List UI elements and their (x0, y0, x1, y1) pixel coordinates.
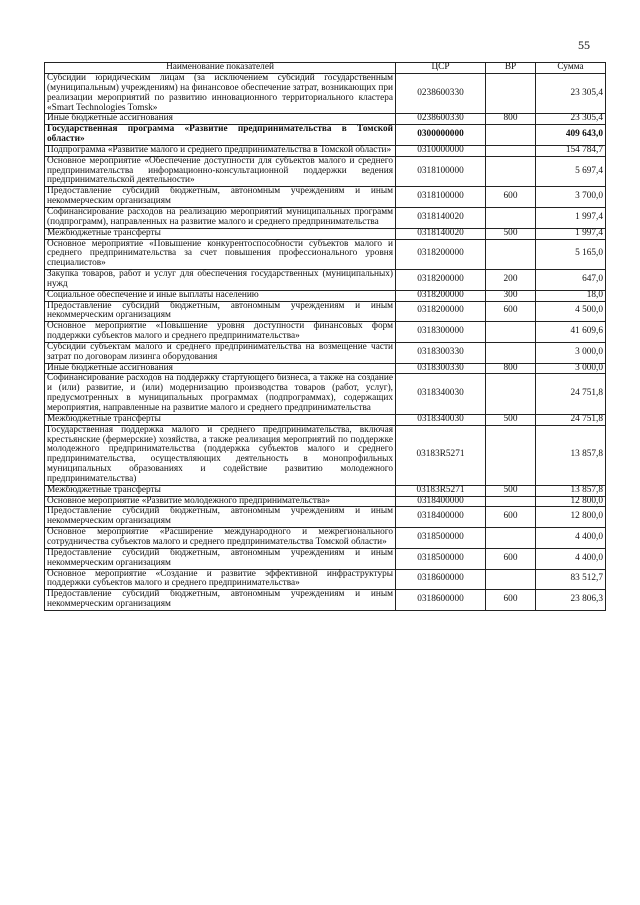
cell-sum: 12 800,0 (536, 496, 606, 507)
cell-vr: 500 (486, 228, 536, 239)
cell-name: Закупка товаров, работ и услуг для обеспечения государственных (муниципальных) нужд (45, 270, 396, 291)
cell-vr (486, 207, 536, 228)
cell-vr: 600 (486, 301, 536, 322)
header-csr: ЦСР (396, 63, 486, 74)
cell-name: Предоставление субсидий бюджетным, автономным учреждениям и иным некоммерческим организациям (45, 301, 396, 322)
cell-vr: 600 (486, 507, 536, 528)
table-body (45, 74, 606, 611)
cell-name: Основное мероприятие «Расширение международного и межрегионального сотрудничества субъектов малого и среднего предпринимательства Томской области» (45, 528, 396, 549)
table-row (45, 322, 606, 343)
cell-name: Иные бюджетные ассигнования (45, 114, 396, 125)
cell-sum: 4 400,0 (536, 548, 606, 569)
cell-csr: 0318300000 (396, 322, 486, 343)
cell-vr (486, 425, 536, 485)
header-vr: ВР (486, 63, 536, 74)
table-row (45, 342, 606, 363)
cell-name: Основное мероприятие «Повышение конкурентоспособности субъектов малого и среднего предпринимательства за счет повышения профессионального уровня специалистов» (45, 239, 396, 270)
cell-sum: 1 997,4 (536, 228, 606, 239)
cell-csr: 0238600330 (396, 74, 486, 114)
header-sum: Сумма (536, 63, 606, 74)
cell-sum: 24 751,8 (536, 414, 606, 425)
cell-sum: 1 997,4 (536, 207, 606, 228)
cell-csr: 0318140020 (396, 228, 486, 239)
cell-sum: 13 857,8 (536, 425, 606, 485)
cell-name: Социальное обеспечение и иные выплаты населению (45, 290, 396, 301)
cell-sum: 83 512,7 (536, 569, 606, 590)
page-number: 55 (578, 38, 590, 52)
cell-sum: 23 806,3 (536, 590, 606, 611)
table-row (45, 374, 606, 414)
cell-vr (486, 528, 536, 549)
table-row (45, 207, 606, 228)
cell-sum: 3 000,0 (536, 342, 606, 363)
table-row (45, 485, 606, 496)
table-row (45, 414, 606, 425)
cell-vr (486, 156, 536, 187)
table-row (45, 590, 606, 611)
cell-sum: 3 700,0 (536, 187, 606, 208)
table-row (45, 301, 606, 322)
table-header-row (45, 63, 606, 74)
cell-name: Предоставление субсидий бюджетным, автономным учреждениям и иным некоммерческим организациям (45, 187, 396, 208)
cell-name: Предоставление субсидий бюджетным, автономным учреждениям и иным некоммерческим организациям (45, 548, 396, 569)
cell-name: Основное мероприятие «Повышение уровня доступности финансовых форм поддержки субъектов малого и среднего предпринимательства» (45, 322, 396, 343)
cell-csr: 0238600330 (396, 114, 486, 125)
cell-name: Государственная программа «Развитие предпринимательства в Томской области» (45, 125, 396, 146)
cell-sum: 12 800,0 (536, 507, 606, 528)
cell-vr (486, 496, 536, 507)
cell-name: Предоставление субсидий бюджетным, автономным учреждениям и иным некоммерческим организациям (45, 507, 396, 528)
cell-csr: 0318600000 (396, 569, 486, 590)
cell-csr: 03183R5271 (396, 425, 486, 485)
cell-vr (486, 374, 536, 414)
cell-sum: 4 400,0 (536, 528, 606, 549)
cell-vr: 600 (486, 187, 536, 208)
cell-sum: 5 165,0 (536, 239, 606, 270)
cell-vr: 200 (486, 270, 536, 291)
table-row (45, 270, 606, 291)
cell-vr: 600 (486, 590, 536, 611)
cell-sum: 13 857,8 (536, 485, 606, 496)
cell-name: Субсидии субъектам малого и среднего предпринимательства на возмещение части затрат по договорам лизинга оборудования (45, 342, 396, 363)
table-row (45, 187, 606, 208)
cell-vr (486, 239, 536, 270)
table-row (45, 239, 606, 270)
table-row (45, 290, 606, 301)
cell-sum: 409 643,0 (536, 125, 606, 146)
table-row (45, 74, 606, 114)
cell-sum: 154 784,7 (536, 145, 606, 156)
cell-vr (486, 322, 536, 343)
cell-vr (486, 125, 536, 146)
cell-csr: 0318500000 (396, 528, 486, 549)
table-row (45, 569, 606, 590)
cell-vr (486, 145, 536, 156)
cell-name: Субсидии юридическим лицам (за исключением субсидий государственным (муниципальным) учреждениям) на финансовое обеспечение затрат, возникающих при реализации мероприятий по развитию инновационного территориального кластера «Smart Technologies Tomsk» (45, 74, 396, 114)
cell-csr: 0318100000 (396, 187, 486, 208)
cell-vr: 500 (486, 414, 536, 425)
table-row (45, 228, 606, 239)
cell-name: Государственная поддержка малого и среднего предпринимательства, включая крестьянские (фермерские) хозяйства, а также реализация мероприятий по поддержке молодежного предпринимательства (поддержка субъектов малого и среднего предпринимательства, осуществляющих деятельность в монопрофильных муниципальных образованиях и содействие развитию молодежного предпринимательства) (45, 425, 396, 485)
cell-name: Основное мероприятие «Создание и развитие эффективной инфраструктуры поддержки субъектов малого и среднего предпринимательства» (45, 569, 396, 590)
cell-csr: 0300000000 (396, 125, 486, 146)
cell-sum: 23 305,4 (536, 114, 606, 125)
cell-csr: 0318600000 (396, 590, 486, 611)
header-name: Наименование показателей (45, 63, 396, 74)
cell-sum: 18,0 (536, 290, 606, 301)
cell-csr: 0318140020 (396, 207, 486, 228)
cell-name: Подпрограмма «Развитие малого и среднего предпринимательства в Томской области» (45, 145, 396, 156)
cell-csr: 0318340030 (396, 374, 486, 414)
cell-csr: 0310000000 (396, 145, 486, 156)
cell-name: Основное мероприятие «Обеспечение доступности для субъектов малого и среднего предпринимательства информационно-консультационной поддержки ведения предпринимательской деятельности» (45, 156, 396, 187)
cell-name: Межбюджетные трансферты (45, 485, 396, 496)
cell-csr: 0318300330 (396, 342, 486, 363)
cell-csr: 03183R5271 (396, 485, 486, 496)
cell-vr: 800 (486, 363, 536, 374)
cell-csr: 0318200000 (396, 290, 486, 301)
cell-csr: 0318100000 (396, 156, 486, 187)
table-row (45, 145, 606, 156)
cell-vr: 500 (486, 485, 536, 496)
cell-csr: 0318200000 (396, 239, 486, 270)
cell-sum: 23 305,4 (536, 74, 606, 114)
table-row (45, 125, 606, 146)
cell-name: Предоставление субсидий бюджетным, автономным учреждениям и иным некоммерческим организациям (45, 590, 396, 611)
budget-table (44, 62, 606, 611)
cell-name: Софинансирование расходов на реализацию мероприятий муниципальных программ (подпрограмм), направленных на развитие малого и среднего предпринимательства (45, 207, 396, 228)
cell-name: Софинансирование расходов на поддержку стартующего бизнеса, а также на создание и (или) развитие, и (или) модернизацию производства товаров (работ, услуг), предусмотренных в муниципальных программах (подпрограммах), содержащих мероприятия, направленные на развитие малого и среднего предпринимательства (45, 374, 396, 414)
cell-vr: 600 (486, 548, 536, 569)
cell-sum: 41 609,6 (536, 322, 606, 343)
cell-csr: 0318200000 (396, 301, 486, 322)
cell-csr: 0318200000 (396, 270, 486, 291)
table-row (45, 156, 606, 187)
table-row (45, 548, 606, 569)
cell-csr: 0318300330 (396, 363, 486, 374)
table-row (45, 425, 606, 485)
cell-sum: 647,0 (536, 270, 606, 291)
cell-vr: 300 (486, 290, 536, 301)
table-row (45, 507, 606, 528)
cell-sum: 4 500,0 (536, 301, 606, 322)
cell-name: Межбюджетные трансферты (45, 228, 396, 239)
cell-vr (486, 342, 536, 363)
cell-csr: 0318500000 (396, 548, 486, 569)
cell-vr (486, 569, 536, 590)
cell-vr: 800 (486, 114, 536, 125)
table-row (45, 528, 606, 549)
cell-vr (486, 74, 536, 114)
cell-sum: 5 697,4 (536, 156, 606, 187)
cell-name: Основное мероприятие «Развитие молодежного предпринимательства» (45, 496, 396, 507)
cell-name: Межбюджетные трансферты (45, 414, 396, 425)
cell-csr: 0318340030 (396, 414, 486, 425)
cell-name: Иные бюджетные ассигнования (45, 363, 396, 374)
cell-csr: 0318400000 (396, 496, 486, 507)
cell-csr: 0318400000 (396, 507, 486, 528)
cell-sum: 24 751,8 (536, 374, 606, 414)
cell-sum: 3 000,0 (536, 363, 606, 374)
